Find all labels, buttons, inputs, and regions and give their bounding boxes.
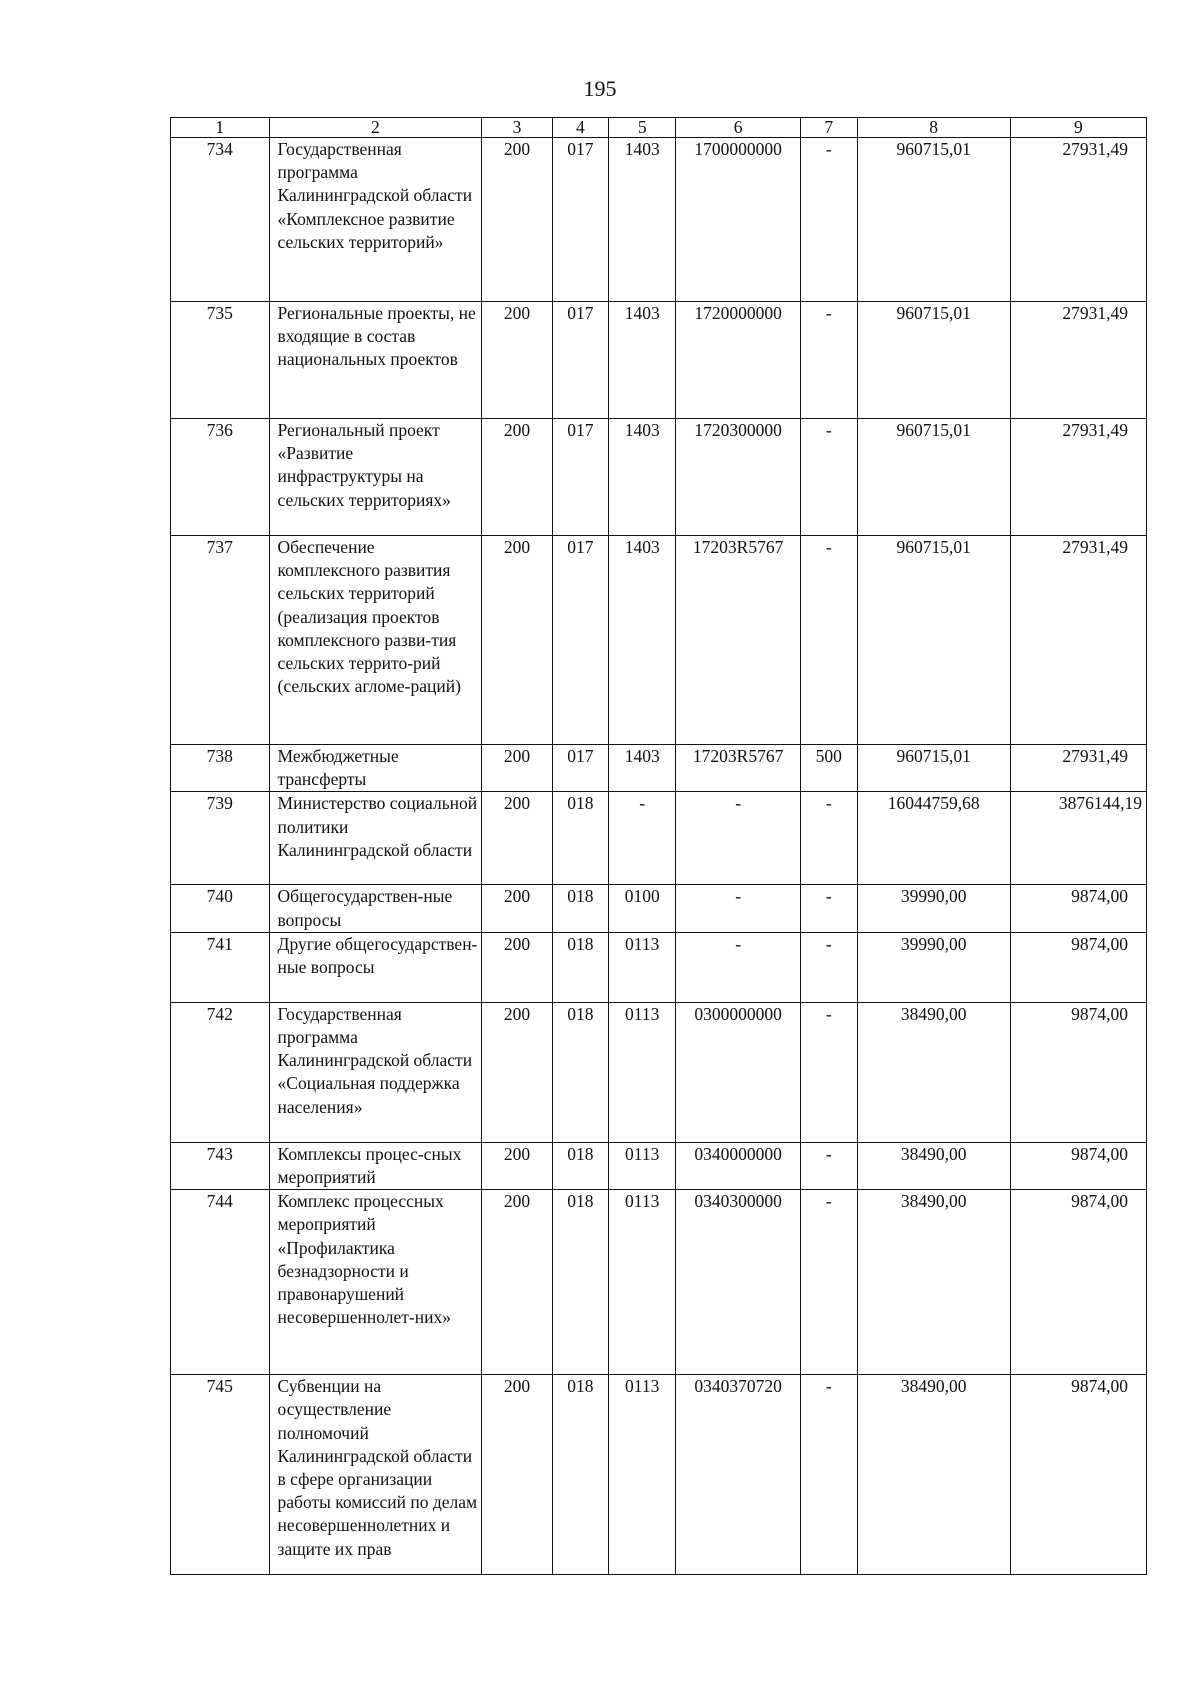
col3-cell: 200 (482, 1142, 552, 1189)
col9-amount-cell: 9874,00 (1010, 1190, 1146, 1375)
row-name-cell: Комплекс процессных мероприятий «Профилактика безнадзорности и правонарушений несовершеннолет-них» (269, 1190, 482, 1375)
col7-cell: - (801, 792, 858, 885)
header-col-3: 3 (482, 118, 552, 138)
col6-cell: - (676, 885, 801, 932)
table-row (171, 536, 1147, 745)
row-number-cell: 743 (171, 1142, 270, 1189)
col4-cell: 018 (552, 1142, 609, 1189)
col5-cell: 0113 (609, 1002, 676, 1142)
col8-amount-cell: 39990,00 (857, 932, 1010, 1002)
col7-cell: - (801, 1375, 858, 1575)
table-row (171, 1190, 1147, 1375)
col5-cell: 1403 (609, 302, 676, 419)
col7-cell: 500 (801, 745, 858, 792)
table-header-row (171, 118, 1147, 138)
row-number-cell: 736 (171, 419, 270, 536)
col7-cell: - (801, 138, 858, 302)
row-number-cell: 740 (171, 885, 270, 932)
col9-amount-cell: 3876144,19 (1010, 792, 1146, 885)
col7-cell: - (801, 536, 858, 745)
row-name-cell: Министерство социальной политики Калининградской области (269, 792, 482, 885)
table-row (171, 885, 1147, 932)
col9-amount-cell: 9874,00 (1010, 1142, 1146, 1189)
col3-cell: 200 (482, 932, 552, 1002)
col3-cell: 200 (482, 885, 552, 932)
col8-amount-cell: 960715,01 (857, 419, 1010, 536)
header-col-6: 6 (676, 118, 801, 138)
col3-cell: 200 (482, 1375, 552, 1575)
row-name-cell: Субвенции на осуществление полномочий Калининградской области в сфере организации работы комиссий по делам несовершеннолетних и защите их прав (269, 1375, 482, 1575)
col6-cell: 0340300000 (676, 1190, 801, 1375)
col4-cell: 018 (552, 885, 609, 932)
col9-amount-cell: 27931,49 (1010, 138, 1146, 302)
col4-cell: 017 (552, 419, 609, 536)
col8-amount-cell: 38490,00 (857, 1142, 1010, 1189)
col5-cell: 0113 (609, 1190, 676, 1375)
col6-cell: - (676, 932, 801, 1002)
col6-cell: 0340000000 (676, 1142, 801, 1189)
col9-amount-cell: 27931,49 (1010, 302, 1146, 419)
col9-amount-cell: 9874,00 (1010, 1002, 1146, 1142)
row-name-cell: Региональный проект «Развитие инфраструктуры на сельских территориях» (269, 419, 482, 536)
col4-cell: 018 (552, 1190, 609, 1375)
col3-cell: 200 (482, 1002, 552, 1142)
col6-cell: 0300000000 (676, 1002, 801, 1142)
table-row (171, 419, 1147, 536)
row-name-cell: Общегосударствен-ные вопросы (269, 885, 482, 932)
col3-cell: 200 (482, 745, 552, 792)
col4-cell: 017 (552, 138, 609, 302)
table-row (171, 932, 1147, 1002)
row-name-cell: Обеспечение комплексного развития сельских территорий (реализация проектов комплексного разви-тия сельских террито-рий (сельских агломе-раций) (269, 536, 482, 745)
page-number: 195 (583, 76, 617, 101)
col5-cell: 0113 (609, 932, 676, 1002)
table-row (171, 1375, 1147, 1575)
col9-amount-cell: 27931,49 (1010, 745, 1146, 792)
col7-cell: - (801, 1002, 858, 1142)
col7-cell: - (801, 1142, 858, 1189)
col9-amount-cell: 9874,00 (1010, 932, 1146, 1002)
col7-cell: - (801, 885, 858, 932)
row-name-cell: Государственная программа Калининградской области «Социальная поддержка населения» (269, 1002, 482, 1142)
header-col-9: 9 (1010, 118, 1146, 138)
col5-cell: 1403 (609, 419, 676, 536)
col5-cell: 0113 (609, 1375, 676, 1575)
col9-amount-cell: 9874,00 (1010, 1375, 1146, 1575)
col4-cell: 018 (552, 1375, 609, 1575)
col3-cell: 200 (482, 536, 552, 745)
col7-cell: - (801, 302, 858, 419)
table-row (171, 745, 1147, 792)
col5-cell: 0113 (609, 1142, 676, 1189)
col9-amount-cell: 27931,49 (1010, 419, 1146, 536)
col6-cell: 1700000000 (676, 138, 801, 302)
header-col-7: 7 (801, 118, 858, 138)
col7-cell: - (801, 932, 858, 1002)
col8-amount-cell: 39990,00 (857, 885, 1010, 932)
col3-cell: 200 (482, 419, 552, 536)
row-number-cell: 734 (171, 138, 270, 302)
col8-amount-cell: 960715,01 (857, 536, 1010, 745)
col4-cell: 018 (552, 932, 609, 1002)
table-row (171, 138, 1147, 302)
table-row (171, 792, 1147, 885)
row-name-cell: Государственная программа Калининградской области «Комплексное развитие сельских территорий» (269, 138, 482, 302)
col8-amount-cell: 960715,01 (857, 138, 1010, 302)
col3-cell: 200 (482, 302, 552, 419)
col4-cell: 017 (552, 745, 609, 792)
col8-amount-cell: 960715,01 (857, 302, 1010, 419)
table-row (171, 302, 1147, 419)
row-name-cell: Комплексы процес-сных мероприятий (269, 1142, 482, 1189)
col6-cell: - (676, 792, 801, 885)
header-col-1: 1 (171, 118, 270, 138)
row-number-cell: 741 (171, 932, 270, 1002)
header-col-8: 8 (857, 118, 1010, 138)
col8-amount-cell: 960715,01 (857, 745, 1010, 792)
row-number-cell: 737 (171, 536, 270, 745)
col3-cell: 200 (482, 1190, 552, 1375)
col8-amount-cell: 38490,00 (857, 1002, 1010, 1142)
table-row (171, 1142, 1147, 1189)
row-number-cell: 745 (171, 1375, 270, 1575)
header-col-5: 5 (609, 118, 676, 138)
row-number-cell: 742 (171, 1002, 270, 1142)
col4-cell: 018 (552, 1002, 609, 1142)
col5-cell: - (609, 792, 676, 885)
col6-cell: 0340370720 (676, 1375, 801, 1575)
row-name-cell: Другие общегосударствен-ные вопросы (269, 932, 482, 1002)
header-col-2: 2 (269, 118, 482, 138)
col4-cell: 017 (552, 302, 609, 419)
col5-cell: 1403 (609, 745, 676, 792)
col6-cell: 1720000000 (676, 302, 801, 419)
row-name-cell: Межбюджетные трансферты (269, 745, 482, 792)
col3-cell: 200 (482, 792, 552, 885)
col6-cell: 17203R5767 (676, 745, 801, 792)
col9-amount-cell: 27931,49 (1010, 536, 1146, 745)
table-row (171, 1002, 1147, 1142)
col7-cell: - (801, 1190, 858, 1375)
table-body (171, 118, 1147, 1575)
row-name-cell: Региональные проекты, не входящие в состав национальных проектов (269, 302, 482, 419)
col6-cell: 1720300000 (676, 419, 801, 536)
col4-cell: 018 (552, 792, 609, 885)
col8-amount-cell: 16044759,68 (857, 792, 1010, 885)
col4-cell: 017 (552, 536, 609, 745)
col8-amount-cell: 38490,00 (857, 1375, 1010, 1575)
row-number-cell: 735 (171, 302, 270, 419)
row-number-cell: 744 (171, 1190, 270, 1375)
col5-cell: 0100 (609, 885, 676, 932)
row-number-cell: 738 (171, 745, 270, 792)
budget-table (170, 117, 1147, 1575)
col6-cell: 17203R5767 (676, 536, 801, 745)
col3-cell: 200 (482, 138, 552, 302)
col7-cell: - (801, 419, 858, 536)
col9-amount-cell: 9874,00 (1010, 885, 1146, 932)
row-number-cell: 739 (171, 792, 270, 885)
col5-cell: 1403 (609, 138, 676, 302)
header-col-4: 4 (552, 118, 609, 138)
col5-cell: 1403 (609, 536, 676, 745)
col8-amount-cell: 38490,00 (857, 1190, 1010, 1375)
